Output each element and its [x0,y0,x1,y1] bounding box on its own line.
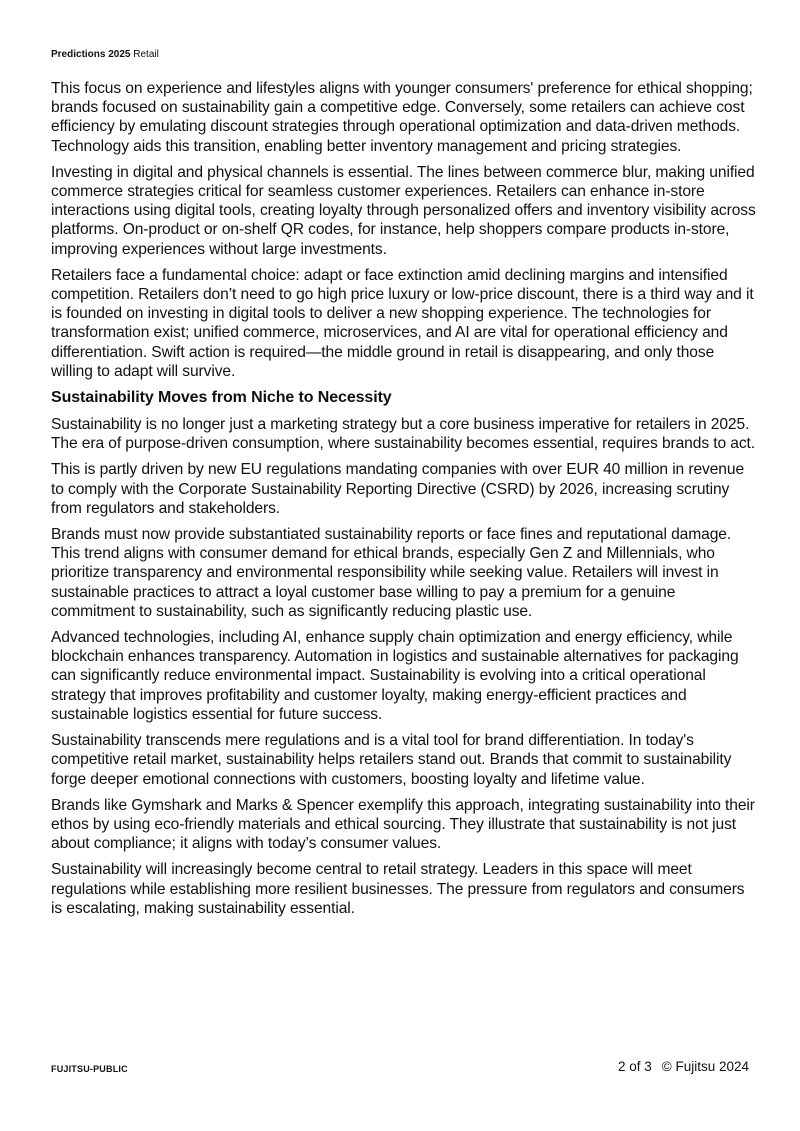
page-number: 2 of 3 [617,1059,652,1074]
body-paragraph: Retailers face a fundamental choice: adapt or face extinction amid declining margins and intensified competition. Retailers don’t need to go high price luxury or low-price discount, there is a third way and it is founded on investing in digital tools to deliver a new shopping experience. The technologies for transformation exist; unified commerce, microservices, and AI are vital for operational efficiency and differentiation. Swift action is required—the middle ground in retail is disappearing, and only those willing to adapt will survive. [51,266,754,380]
header-section: Retail [133,49,159,60]
body-paragraph: Brands like Gymshark and Marks & Spencer exemplify this approach, integrating sustainability into their ethos by using eco-friendly materials and ethical sourcing. They illustrate that sustainability is not just about compliance; it aligns with today’s consumer values. [51,796,755,853]
body-paragraph: Sustainability transcends mere regulations and is a vital tool for brand differentiation. In today's competitive retail market, sustainability helps retailers stand out. Brands that commit to sustainability forge deeper emotional connections with customers, boosting loyalty and lifetime value. [51,732,732,788]
body-paragraph: Sustainability will increasingly become central to retail strategy. Leaders in this space will meet regulations while establishing more resilient businesses. The pressure from regulators and consumers is escalating, making sustainability essential. [51,861,745,917]
page-footer [618,1058,749,1076]
main-content [51,79,757,925]
body-paragraph: This is partly driven by new EU regulations mandating companies with over EUR 40 million in revenue to comply with the Corporate Sustainability Reporting Directive (CSRD) by 2026, increasing scrutiny from regulators and stakeholders. [51,461,745,517]
running-header [51,48,159,62]
body-paragraph: Investing in digital and physical channels is essential. The lines between commerce blur, making unified commerce strategies critical for seamless customer experiences. Retailers can enhance in-store interactions using digital tools, creating loyalty through personalized offers and inventory visibility across platforms. On-product or on-shelf QR codes, for instance, help shoppers compare products in-store, improving experiences without large investments. [51,163,756,258]
body-paragraph: Brands must now provide substantiated sustainability reports or face fines and reputational damage. This trend aligns with consumer demand for ethical brands, especially Gen Z and Millennials, who prioritize transparency and environmental responsibility while seeking value. Retailers will invest in sustainable practices to attract a loyal customer base willing to pay a premium for a genuine commitment to sustainability, such as significantly reducing plastic use. [51,526,732,620]
section-heading: Sustainability Moves from Niche to Necessity [51,389,392,407]
header-brand: Predictions 2025 [51,49,131,60]
body-paragraph: Sustainability is no longer just a marketing strategy but a core business imperative for retailers in 2025. The era of purpose-driven consumption, where sustainability becomes essential, requires brands to act. [51,416,756,453]
classification-label: FUJITSU-PUBLIC [51,1064,128,1074]
copyright-notice: © Fujitsu 2024 [661,1059,749,1074]
body-paragraph: Advanced technologies, including AI, enhance supply chain optimization and energy efficiency, while blockchain enhances transparency. Automation in logistics and sustainable alternatives for packaging can significantly reduce environmental impact. Sustainability is evolving into a critical operational strategy that improves profitability and customer loyalty, making energy-efficient practices and sustainable logistics essential for future success. [51,629,739,723]
body-paragraph: This focus on experience and lifestyles aligns with younger consumers' preference for ethical shopping; brands focused on sustainability gain a competitive edge. Conversely, some retailers can achieve cost efficiency by emulating discount strategies through operational optimization and data-driven methods. Technology aids this transition, enabling better inventory management and pricing strategies. [51,80,753,155]
